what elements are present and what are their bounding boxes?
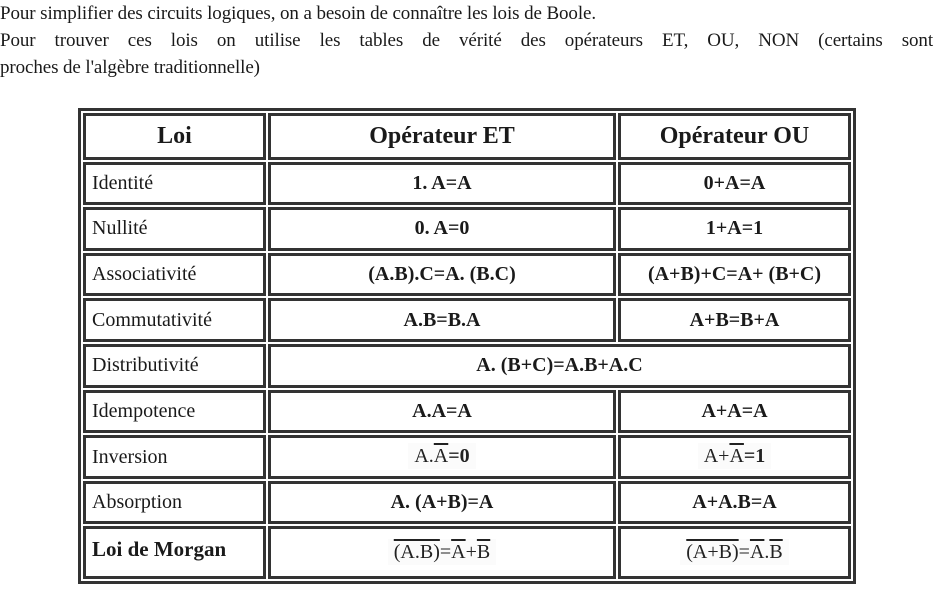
law-name: Distributivité xyxy=(83,344,266,388)
formula-et: A. (A+B)=A xyxy=(268,481,616,525)
intro-line-2: Pour trouver ces lois on utilise les tables de vérité des opérateurs ET, OU, NON (certains sont xyxy=(0,30,933,51)
formula-image: $A.\overline{A}=0$ xyxy=(408,443,475,469)
boole-laws-table xyxy=(78,108,856,584)
formula-et xyxy=(268,435,616,479)
table-row xyxy=(83,253,851,297)
header-operateur-et: Opérateur ET xyxy=(268,113,616,160)
formula-et: A.B=B.A xyxy=(268,298,616,342)
formula-ou xyxy=(618,435,851,479)
law-name: Idempotence xyxy=(83,390,266,434)
formula-ou xyxy=(618,526,851,579)
formula-ou: A+A.B=A xyxy=(618,481,851,525)
table-row xyxy=(83,298,851,342)
table-row xyxy=(83,435,851,479)
formula-et: 1. A=A xyxy=(268,162,616,206)
formula-et: 0. A=0 xyxy=(268,207,616,251)
intro-text xyxy=(0,0,935,81)
formula-image: $(A.B)=\overline{A}+\overline{B}$ xyxy=(388,539,496,565)
law-name: Absorption xyxy=(83,481,266,525)
header-operateur-ou: Opérateur OU xyxy=(618,113,851,160)
law-name: Associativité xyxy=(83,253,266,297)
law-name: Identité xyxy=(83,162,266,206)
formula-ou: A+A=A xyxy=(618,390,851,434)
law-name: Inversion xyxy=(83,435,266,479)
law-name: Loi de Morgan xyxy=(83,526,266,579)
formula-et xyxy=(268,526,616,579)
table-row xyxy=(83,526,851,579)
formula-ou: 1+A=1 xyxy=(618,207,851,251)
formula-ou: (A+B)+C=A+ (B+C) xyxy=(618,253,851,297)
law-name: Nullité xyxy=(83,207,266,251)
formula-image: $A+\overline{A}=1$ xyxy=(698,443,772,469)
table-row xyxy=(83,344,851,388)
intro-line-3: proches de l'algèbre traditionnelle) xyxy=(0,57,260,78)
formula-et: (A.B).C=A. (B.C) xyxy=(268,253,616,297)
table-header-row xyxy=(83,113,851,160)
formula-both: A. (B+C)=A.B+A.C xyxy=(268,344,851,388)
header-loi: Loi xyxy=(83,113,266,160)
table-row xyxy=(83,390,851,434)
formula-ou: 0+A=A xyxy=(618,162,851,206)
formula-image: $(A+B)=\overline{A}.\overline{B}$ xyxy=(680,539,788,565)
table-row xyxy=(83,481,851,525)
intro-line-1: Pour simplifier des circuits logiques, on a besoin de connaître les lois de Boole. xyxy=(0,3,596,24)
law-name: Commutativité xyxy=(83,298,266,342)
formula-ou: A+B=B+A xyxy=(618,298,851,342)
table-row xyxy=(83,207,851,251)
table-row xyxy=(83,162,851,206)
formula-et: A.A=A xyxy=(268,390,616,434)
